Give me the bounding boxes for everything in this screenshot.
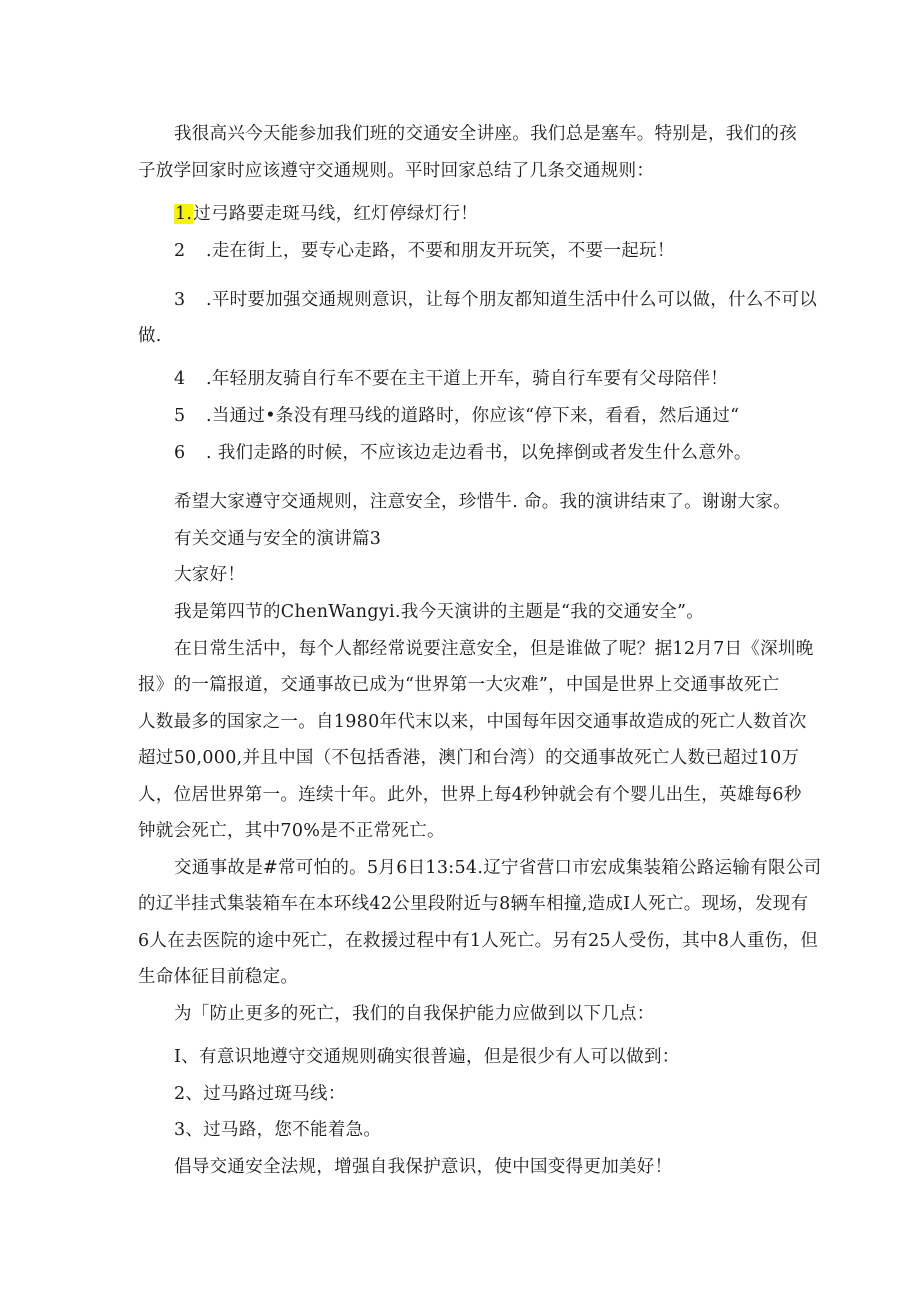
paragraph-1-line: 钟就会死亡，其中70%是不正常死亡。 bbox=[138, 821, 445, 841]
rule-text: .平时要加强交通规则意识，让每个朋友都知道生活中什么可以做，什么不可以 bbox=[206, 290, 818, 310]
rule-number: 3 bbox=[174, 290, 186, 310]
paragraph-3: 为「防止更多的死亡，我们的自我保护能力应做到以下几点： bbox=[174, 1004, 655, 1024]
rule-number: 2 bbox=[174, 241, 186, 261]
closing-line: 希望大家遵守交通规则，注意安全，珍惜牛. 命。我的演讲结束了。谢谢大家。 bbox=[174, 492, 791, 512]
rule-item-3-continuation: 做. bbox=[138, 326, 162, 346]
rule-text: .年轻朋友骑自行车不要在主干道上开车，骑自行车要有父母陪伴！ bbox=[206, 369, 729, 389]
rule-number: 6 bbox=[174, 443, 186, 463]
paragraph-2-line: 6人在去医院的途中死亡，在救援过程中有1人死亡。另有25人受伤，其中8人重伤，但 bbox=[138, 931, 819, 951]
point-item-2: 2、过马路过斑马线： bbox=[174, 1084, 346, 1104]
point-item-1: I、有意识地遵守交通规则确实很普遍，但是很少有人可以做到： bbox=[174, 1047, 680, 1067]
rule-item-4 bbox=[174, 371, 728, 389]
rule-item-1 bbox=[174, 206, 478, 224]
paragraph-1-line: 人，位居世界第一。连续十年。此外，世界上每4秒钟就会有个婴儿出生，英雄每6秒 bbox=[138, 785, 802, 805]
rule-item-6 bbox=[174, 445, 752, 463]
paragraph-2-line: 生命体征目前稳定。 bbox=[138, 967, 299, 987]
rule-number-highlight: 1. bbox=[175, 204, 193, 224]
rule-number: 4 bbox=[174, 369, 186, 389]
paragraph-2-line: 的辽半挂式集装箱车在本环线42公里段附近与8辆车相撞,造成I人死亡。现场，发现有 bbox=[138, 894, 809, 914]
paragraph-2-line: 交通事故是#常可怕的。5月6日13:54.辽宁省营口市宏成集装箱公路运输有限公司 bbox=[174, 858, 822, 878]
paragraph-1-line: 报》的一篇报道，交通事故已成为“世界第一大灾难”，中国是世界上交通事故死亡 bbox=[138, 675, 780, 695]
rule-item-5 bbox=[174, 408, 739, 426]
paragraph-1-line: 在日常生活中，每个人都经常说要注意安全，但是谁做了呢？据12月7日《深圳晚 bbox=[174, 639, 814, 659]
rule-item-2 bbox=[174, 243, 675, 261]
rule-number: 5 bbox=[174, 406, 186, 426]
point-item-3: 3、过马路，您不能着急。 bbox=[174, 1120, 382, 1140]
intro-line-2: 子放学回家时应该遵守交通规则。平时回家总结了几条交通规则： bbox=[138, 161, 655, 181]
self-intro: 我是第四节的ChenWangyi.我今天演讲的主题是“我的交通安全”。 bbox=[174, 602, 705, 622]
rule-text: . 我们走路的时候，不应该边走边看书，以免摔倒或者发生什么意外。 bbox=[206, 443, 752, 463]
rule-text: .走在街上，要专心走路，不要和朋友开玩笑，不要一起玩！ bbox=[206, 241, 675, 261]
paragraph-1-line: 人数最多的国家之一。自1980年代末以来，中国每年因交通事故造成的死亡人数首次 bbox=[138, 712, 807, 732]
rule-text: 过弓路要走斑马线，红灯停绿灯行！ bbox=[193, 204, 479, 224]
greeting: 大家好！ bbox=[174, 565, 246, 585]
rule-item-3 bbox=[174, 292, 817, 310]
section-title: 有关交通与安全的演讲篇3 bbox=[174, 529, 382, 549]
rule-text: .当通过•条没有理马线的道路时，你应该“停下来，看看，然后通过“ bbox=[206, 406, 740, 426]
intro-line-1: 我很高兴今天能参加我们班的交通安全讲座。我们总是塞车。特别是，我们的孩 bbox=[174, 124, 797, 144]
final-line: 倡导交通安全法规，增强自我保护意识，使中国变得更加美好！ bbox=[174, 1157, 673, 1177]
paragraph-1-line: 超过50,000,并且中国（不包括香港，澳门和台湾）的交通事故死亡人数已超过10万 bbox=[138, 748, 800, 768]
